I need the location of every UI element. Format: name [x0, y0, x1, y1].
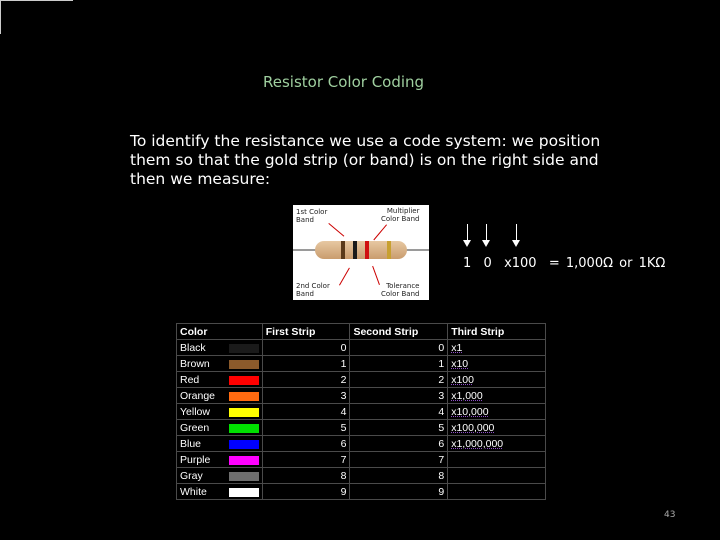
formula: 1 0 x100 = 1,000Ω or 1KΩ: [463, 256, 666, 271]
color-swatch: [229, 472, 259, 481]
first-strip-value: 5: [262, 420, 350, 436]
color-swatch: [229, 424, 259, 433]
resistor-body: [315, 241, 407, 259]
multiplier-text: x100: [451, 373, 474, 386]
down-arrow-icon: [481, 224, 493, 248]
second-strip-value: 5: [350, 420, 448, 436]
band-multiplier: [365, 241, 369, 259]
third-strip-value: [448, 356, 546, 372]
color-name: Gray: [180, 469, 203, 482]
color-cell: [177, 372, 263, 388]
corner-frame: [0, 0, 73, 34]
first-strip-value: 4: [262, 404, 350, 420]
color-code-table: [176, 323, 546, 500]
first-strip-value: 7: [262, 452, 350, 468]
multiplier-text: x1,000: [451, 389, 483, 402]
first-strip-value: 0: [262, 340, 350, 356]
first-strip-value: 3: [262, 388, 350, 404]
multiplier-text: x100,000: [451, 421, 495, 434]
page-number: 43: [664, 510, 676, 520]
table-row: [177, 420, 546, 436]
color-cell: [177, 340, 263, 356]
color-cell: [177, 404, 263, 420]
second-strip-value: 0: [350, 340, 448, 356]
color-swatch: [229, 392, 259, 401]
color-cell: [177, 420, 263, 436]
second-strip-value: 1: [350, 356, 448, 372]
table-row: [177, 436, 546, 452]
color-name: White: [180, 485, 207, 498]
header-second-strip: Second Strip: [350, 324, 448, 340]
band-tolerance: [387, 241, 391, 259]
color-cell: [177, 356, 263, 372]
table-header-row: [177, 324, 546, 340]
down-arrow-icon: [462, 224, 474, 248]
second-strip-value: 9: [350, 484, 448, 500]
color-name: Black: [180, 341, 206, 354]
multiplier-text: x1,000,000: [451, 437, 504, 450]
color-name: Blue: [180, 437, 202, 450]
second-strip-value: 4: [350, 404, 448, 420]
color-swatch: [229, 456, 259, 465]
color-name: Purple: [180, 453, 211, 466]
first-strip-value: 8: [262, 468, 350, 484]
second-strip-value: 7: [350, 452, 448, 468]
second-strip-value: 6: [350, 436, 448, 452]
resistor-figure: [293, 205, 429, 300]
table-body: [177, 340, 546, 500]
first-strip-value: 2: [262, 372, 350, 388]
third-strip-value: [448, 404, 546, 420]
color-cell: [177, 388, 263, 404]
color-name: Brown: [180, 357, 210, 370]
table-row: [177, 484, 546, 500]
band-first: [341, 241, 345, 259]
first-strip-value: 6: [262, 436, 350, 452]
second-strip-value: 3: [350, 388, 448, 404]
third-strip-value: [448, 468, 546, 484]
pointer-second: [339, 268, 350, 286]
table-row: [177, 404, 546, 420]
table-row: [177, 356, 546, 372]
label-multiplier-band: Multiplier Color Band: [381, 207, 420, 223]
header-third-strip: Third Strip: [448, 324, 546, 340]
table-row: [177, 372, 546, 388]
pointer-first: [328, 223, 344, 237]
table-row: [177, 452, 546, 468]
header-first-strip: First Strip: [262, 324, 350, 340]
label-first-band: 1st Color Band: [296, 208, 328, 224]
band-second: [353, 241, 357, 259]
label-second-band: 2nd Color Band: [296, 282, 330, 298]
table-row: [177, 468, 546, 484]
multiplier-text: x10: [451, 357, 469, 370]
color-cell: [177, 452, 263, 468]
color-swatch: [229, 488, 259, 497]
color-swatch: [229, 344, 259, 353]
table-row: [177, 388, 546, 404]
pointer-tolerance: [372, 266, 380, 285]
header-color: Color: [177, 324, 263, 340]
third-strip-value: [448, 452, 546, 468]
pointer-multiplier: [373, 224, 387, 240]
third-strip-value: [448, 420, 546, 436]
color-name: Yellow: [180, 405, 210, 418]
color-cell: [177, 484, 263, 500]
slide-title: Resistor Color Coding: [263, 73, 425, 91]
multiplier-text: x10,000: [451, 405, 489, 418]
third-strip-value: [448, 340, 546, 356]
color-swatch: [229, 408, 259, 417]
color-name: Green: [180, 421, 210, 434]
color-cell: [177, 436, 263, 452]
down-arrow-icon: [511, 224, 523, 248]
third-strip-value: [448, 388, 546, 404]
label-tolerance-band: Tolerance Color Band: [381, 282, 420, 298]
color-swatch: [229, 440, 259, 449]
multiplier-text: x1: [451, 341, 463, 354]
first-strip-value: 9: [262, 484, 350, 500]
third-strip-value: [448, 436, 546, 452]
first-strip-value: 1: [262, 356, 350, 372]
color-name: Red: [180, 373, 200, 386]
body-text: To identify the resistance we use a code system: we position them so that the gold strip (or band) is on the right side and then we measure:: [130, 132, 601, 188]
table-row: [177, 340, 546, 356]
second-strip-value: 2: [350, 372, 448, 388]
second-strip-value: 8: [350, 468, 448, 484]
color-swatch: [229, 376, 259, 385]
color-name: Orange: [180, 389, 216, 402]
third-strip-value: [448, 372, 546, 388]
color-swatch: [229, 360, 259, 369]
color-cell: [177, 468, 263, 484]
third-strip-value: [448, 484, 546, 500]
